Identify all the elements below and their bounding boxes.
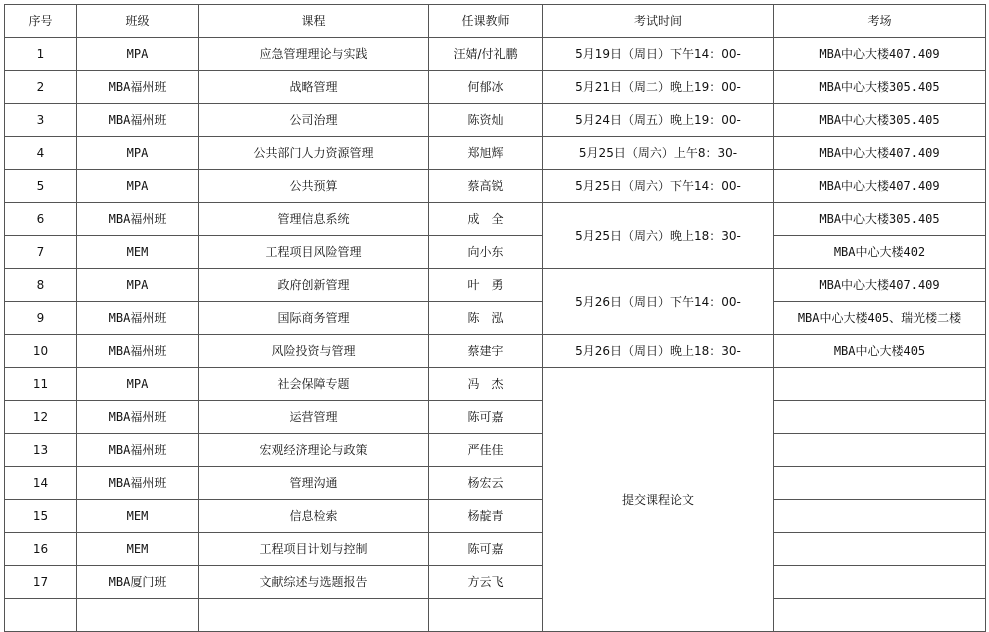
cell-exam-room[interactable] xyxy=(774,467,986,500)
cell-course[interactable]: 文献综述与选题报告 xyxy=(199,566,429,599)
table-row xyxy=(5,236,986,269)
cell-teacher[interactable]: 严佳佳 xyxy=(429,434,543,467)
cell-class[interactable]: MPA xyxy=(77,137,199,170)
cell-class[interactable]: MBA福州班 xyxy=(77,434,199,467)
cell-course[interactable]: 公共部门人力资源管理 xyxy=(199,137,429,170)
cell-course[interactable]: 国际商务管理 xyxy=(199,302,429,335)
cell-teacher[interactable]: 陈资灿 xyxy=(429,104,543,137)
cell-teacher[interactable]: 蔡高锐 xyxy=(429,170,543,203)
table-row xyxy=(5,170,986,203)
header-course[interactable]: 课程 xyxy=(199,5,429,38)
cell-exam-time[interactable]: 5月25日（周六）晚上18：30- xyxy=(543,203,774,269)
cell-class[interactable]: MEM xyxy=(77,533,199,566)
cell-exam-room[interactable]: MBA中心大楼305.405 xyxy=(774,71,986,104)
header-exam-room[interactable]: 考场 xyxy=(774,5,986,38)
cell-course[interactable]: 战略管理 xyxy=(199,71,429,104)
cell-exam-room[interactable]: MBA中心大楼407.409 xyxy=(774,170,986,203)
empty-cell xyxy=(77,599,199,632)
cell-exam-time[interactable]: 5月21日（周二）晚上19：00- xyxy=(543,71,774,104)
cell-course[interactable]: 公司治理 xyxy=(199,104,429,137)
cell-teacher[interactable]: 陈可嘉 xyxy=(429,401,543,434)
cell-exam-room[interactable] xyxy=(774,401,986,434)
cell-class[interactable]: MPA xyxy=(77,269,199,302)
cell-exam-room[interactable] xyxy=(774,500,986,533)
cell-class[interactable]: MBA福州班 xyxy=(77,203,199,236)
cell-no[interactable]: 10 xyxy=(5,335,77,368)
cell-course[interactable]: 管理沟通 xyxy=(199,467,429,500)
header-teacher[interactable]: 任课教师 xyxy=(429,5,543,38)
cell-teacher[interactable]: 陈可嘉 xyxy=(429,533,543,566)
header-row xyxy=(5,5,986,38)
table-row xyxy=(5,335,986,368)
empty-cell xyxy=(5,599,77,632)
cell-teacher[interactable]: 方云飞 xyxy=(429,566,543,599)
cell-no[interactable]: 14 xyxy=(5,467,77,500)
table-row xyxy=(5,38,986,71)
empty-cell xyxy=(199,599,429,632)
cell-teacher[interactable]: 冯 杰 xyxy=(429,368,543,401)
header-no[interactable]: 序号 xyxy=(5,5,77,38)
table-row xyxy=(5,104,986,137)
cell-no[interactable]: 3 xyxy=(5,104,77,137)
cell-exam-room[interactable]: MBA中心大楼305.405 xyxy=(774,104,986,137)
cell-teacher[interactable]: 蔡建宇 xyxy=(429,335,543,368)
cell-exam-room[interactable]: MBA中心大楼402 xyxy=(774,236,986,269)
table-row xyxy=(5,467,986,500)
table-row xyxy=(5,533,986,566)
cell-no[interactable]: 8 xyxy=(5,269,77,302)
cell-no[interactable]: 5 xyxy=(5,170,77,203)
cell-teacher[interactable]: 叶 勇 xyxy=(429,269,543,302)
cell-teacher[interactable]: 郑旭辉 xyxy=(429,137,543,170)
cell-no[interactable]: 13 xyxy=(5,434,77,467)
cell-teacher[interactable]: 杨宏云 xyxy=(429,467,543,500)
cell-no[interactable]: 7 xyxy=(5,236,77,269)
cell-class[interactable]: MEM xyxy=(77,236,199,269)
cell-exam-time[interactable]: 5月25日（周六）下午14：00- xyxy=(543,170,774,203)
cell-no[interactable]: 17 xyxy=(5,566,77,599)
cell-course[interactable]: 宏观经济理论与政策 xyxy=(199,434,429,467)
cell-class[interactable]: MPA xyxy=(77,170,199,203)
cell-course[interactable]: 运营管理 xyxy=(199,401,429,434)
cell-no[interactable]: 15 xyxy=(5,500,77,533)
cell-teacher[interactable]: 汪婧/付礼鹏 xyxy=(429,38,543,71)
cell-exam-room[interactable]: MBA中心大楼405、瑞光楼二楼 xyxy=(774,302,986,335)
cell-teacher[interactable]: 杨靛青 xyxy=(429,500,543,533)
header-exam-time[interactable]: 考试时间 xyxy=(543,5,774,38)
cell-course[interactable]: 社会保障专题 xyxy=(199,368,429,401)
cell-class[interactable]: MBA福州班 xyxy=(77,335,199,368)
cell-exam-room[interactable] xyxy=(774,434,986,467)
empty-cell xyxy=(429,599,543,632)
cell-course[interactable]: 工程项目计划与控制 xyxy=(199,533,429,566)
partial-row xyxy=(5,599,986,632)
cell-teacher[interactable]: 向小东 xyxy=(429,236,543,269)
cell-exam-room[interactable] xyxy=(774,566,986,599)
cell-no[interactable]: 1 xyxy=(5,38,77,71)
cell-no[interactable]: 9 xyxy=(5,302,77,335)
cell-no[interactable]: 11 xyxy=(5,368,77,401)
table-row xyxy=(5,566,986,599)
cell-class[interactable]: MPA xyxy=(77,368,199,401)
table-row xyxy=(5,500,986,533)
cell-no[interactable]: 6 xyxy=(5,203,77,236)
cell-class[interactable]: MPA xyxy=(77,38,199,71)
cell-course[interactable]: 管理信息系统 xyxy=(199,203,429,236)
cell-no[interactable]: 2 xyxy=(5,71,77,104)
table-row xyxy=(5,434,986,467)
cell-exam-room[interactable]: MBA中心大楼407.409 xyxy=(774,269,986,302)
cell-exam-room[interactable] xyxy=(774,368,986,401)
cell-class[interactable]: MEM xyxy=(77,500,199,533)
cell-class[interactable]: MBA福州班 xyxy=(77,467,199,500)
cell-exam-room[interactable]: MBA中心大楼407.409 xyxy=(774,38,986,71)
table-row xyxy=(5,203,986,236)
table-row xyxy=(5,71,986,104)
cell-exam-time[interactable]: 5月19日（周日）下午14：00- xyxy=(543,38,774,71)
cell-course[interactable]: 信息检索 xyxy=(199,500,429,533)
header-class[interactable]: 班级 xyxy=(77,5,199,38)
table-row xyxy=(5,269,986,302)
cell-teacher[interactable]: 何郁冰 xyxy=(429,71,543,104)
cell-exam-time[interactable]: 5月25日（周六）上午8：30- xyxy=(543,137,774,170)
cell-exam-room[interactable]: MBA中心大楼407.409 xyxy=(774,137,986,170)
cell-class[interactable]: MBA福州班 xyxy=(77,302,199,335)
cell-class[interactable]: MBA厦门班 xyxy=(77,566,199,599)
cell-exam-time-merged[interactable]: 提交课程论文 xyxy=(543,368,774,632)
cell-course[interactable]: 应急管理理论与实践 xyxy=(199,38,429,71)
cell-no[interactable]: 16 xyxy=(5,533,77,566)
cell-class[interactable]: MBA福州班 xyxy=(77,71,199,104)
cell-course[interactable]: 政府创新管理 xyxy=(199,269,429,302)
table-row xyxy=(5,137,986,170)
cell-exam-room[interactable] xyxy=(774,533,986,566)
table-row xyxy=(5,368,986,401)
table-row xyxy=(5,302,986,335)
exam-schedule-table xyxy=(4,4,986,632)
cell-course[interactable]: 公共预算 xyxy=(199,170,429,203)
table-row xyxy=(5,401,986,434)
cell-course[interactable]: 风险投资与管理 xyxy=(199,335,429,368)
cell-exam-room[interactable]: MBA中心大楼405 xyxy=(774,335,986,368)
cell-teacher[interactable]: 陈 泓 xyxy=(429,302,543,335)
cell-exam-time[interactable]: 5月24日（周五）晚上19：00- xyxy=(543,104,774,137)
cell-class[interactable]: MBA福州班 xyxy=(77,104,199,137)
cell-teacher[interactable]: 成 全 xyxy=(429,203,543,236)
cell-exam-time[interactable]: 5月26日（周日）下午14：00- xyxy=(543,269,774,335)
cell-course[interactable]: 工程项目风险管理 xyxy=(199,236,429,269)
empty-cell xyxy=(774,599,986,632)
cell-no[interactable]: 4 xyxy=(5,137,77,170)
cell-exam-time[interactable]: 5月26日（周日）晚上18：30- xyxy=(543,335,774,368)
cell-exam-room[interactable]: MBA中心大楼305.405 xyxy=(774,203,986,236)
cell-no[interactable]: 12 xyxy=(5,401,77,434)
cell-class[interactable]: MBA福州班 xyxy=(77,401,199,434)
